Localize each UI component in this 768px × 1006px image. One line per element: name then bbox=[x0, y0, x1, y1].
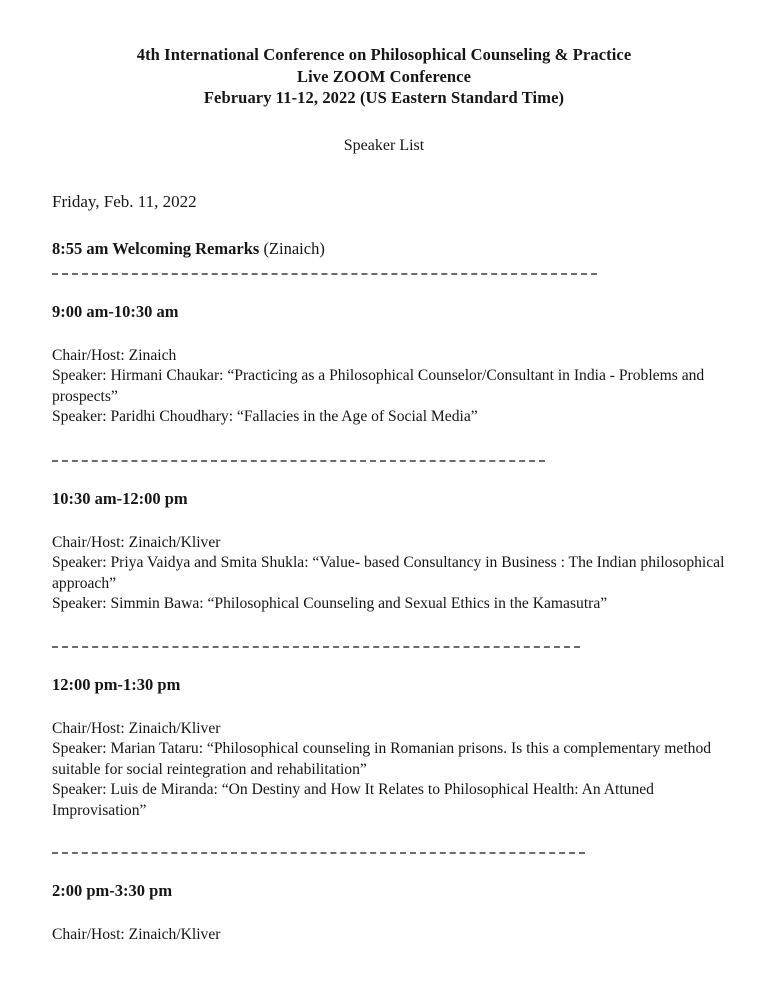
session-speaker: Speaker: Luis de Miranda: “On Destiny and How It Relates to Philosophical Health: An Attuned Improvisation” bbox=[52, 781, 654, 819]
session-time: 8:55 am Welcoming Remarks bbox=[52, 238, 260, 258]
day-heading: Friday, Feb. 11, 2022 bbox=[52, 191, 197, 211]
document-body bbox=[52, 191, 728, 946]
conference-title-line-3: February 11-12, 2022 (US Eastern Standard Time) bbox=[203, 88, 565, 107]
session-time: 12:00 pm-1:30 pm bbox=[52, 674, 181, 694]
session-time: 2:00 pm-3:30 pm bbox=[52, 881, 173, 900]
section-divider bbox=[52, 852, 585, 854]
session-speaker: Speaker: Priya Vaidya and Smita Shukla: “Value- based Consultancy in Business : The Indian philosophical approach” bbox=[52, 554, 725, 592]
session-time: 10:30 am-12:00 pm bbox=[52, 488, 188, 508]
session-block bbox=[52, 674, 728, 855]
session-time-heading bbox=[52, 301, 728, 322]
session-block bbox=[52, 488, 728, 648]
session-chair: Chair/Host: Zinaich/Kliver bbox=[52, 719, 221, 737]
conference-title-line-1: 4th International Conference on Philosophical Counseling & Practice bbox=[136, 45, 632, 64]
session-speaker: Speaker: Paridhi Choudhary: “Fallacies in the Age of Social Media” bbox=[52, 408, 478, 425]
session-presenter: (Zinaich) bbox=[259, 238, 325, 258]
session-speaker: Speaker: Marian Tataru: “Philosophical counseling in Romanian prisons. Is this a complementary method suitable for social reintegration and rehabilitation” bbox=[52, 740, 712, 778]
conference-title-line-2: Live ZOOM Conference bbox=[297, 66, 471, 86]
session-block bbox=[52, 880, 728, 946]
section-divider bbox=[52, 646, 580, 648]
session-time-heading bbox=[52, 880, 728, 901]
section-divider bbox=[52, 460, 545, 462]
session-time-heading bbox=[52, 238, 728, 259]
session-chair: Chair/Host: Zinaich/Kliver bbox=[52, 533, 221, 551]
session-details bbox=[52, 925, 728, 946]
document-subtitle: Speaker List bbox=[343, 136, 425, 154]
session-block bbox=[52, 238, 728, 275]
document-header bbox=[0, 44, 768, 109]
session-speaker: Speaker: Simmin Bawa: “Philosophical Counseling and Sexual Ethics in the Kamasutra” bbox=[52, 595, 608, 612]
session-chair: Chair/Host: Zinaich bbox=[52, 346, 177, 364]
session-time: 9:00 am-10:30 am bbox=[52, 301, 179, 321]
session-details bbox=[52, 719, 728, 822]
section-divider bbox=[52, 273, 597, 275]
session-speaker: Speaker: Hirmani Chaukar: “Practicing as a Philosophical Counselor/Consultant in India - Problems and prospects” bbox=[52, 367, 705, 405]
session-chair: Chair/Host: Zinaich/Kliver bbox=[52, 926, 221, 943]
session-details bbox=[52, 346, 728, 428]
session-details bbox=[52, 533, 728, 615]
session-time-heading bbox=[52, 488, 728, 509]
session-block bbox=[52, 301, 728, 462]
session-time-heading bbox=[52, 674, 728, 695]
